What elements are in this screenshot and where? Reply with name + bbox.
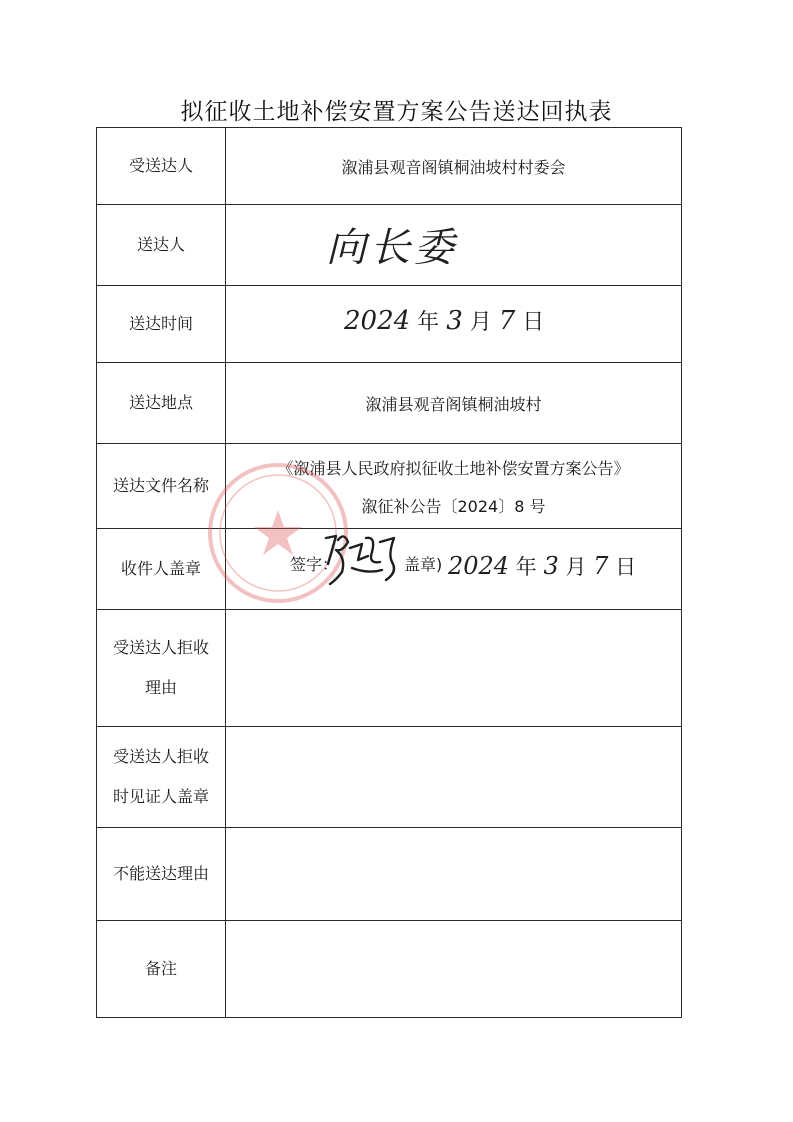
remarks-value bbox=[226, 921, 682, 1018]
delivery-month-unit: 月 bbox=[469, 310, 492, 335]
refusal-reason-label-line1: 受送达人拒收 bbox=[112, 638, 209, 657]
row-place bbox=[97, 363, 682, 444]
row-document bbox=[97, 444, 682, 529]
refusal-reason-value bbox=[226, 610, 682, 727]
document-value-cell bbox=[226, 444, 682, 529]
refusal-witness-label bbox=[97, 727, 226, 828]
sign-prefix-text: 签字： bbox=[290, 555, 339, 574]
recipient-value: 溆浦县观音阁镇桐油坡村村委会 bbox=[226, 128, 682, 205]
delivery-date bbox=[344, 305, 544, 336]
recipient-label: 受送达人 bbox=[97, 128, 226, 205]
unable-reason-value bbox=[226, 828, 682, 921]
delivery-day: 7 bbox=[498, 306, 516, 336]
refusal-witness-label-line2: 时见证人盖章 bbox=[112, 787, 209, 806]
row-refusal-reason bbox=[97, 610, 682, 727]
handwritten-signature-icon bbox=[322, 528, 404, 592]
place-value: 溆浦县观音阁镇桐油坡村 bbox=[226, 363, 682, 444]
refusal-reason-label bbox=[97, 610, 226, 727]
receiver-year-unit: 年 bbox=[515, 555, 537, 579]
receiver-day-unit: 日 bbox=[615, 555, 637, 579]
form-title: 拟征收土地补偿安置方案公告送达回执表 bbox=[180, 99, 613, 125]
document-number: 溆征补公告〔2024〕8 号 bbox=[361, 497, 546, 516]
delivery-year-unit: 年 bbox=[417, 310, 440, 335]
delivery-year: 2024 bbox=[344, 306, 411, 336]
document-title: 《溆浦县人民政府拟征收土地补偿安置方案公告》 bbox=[277, 459, 630, 478]
refusal-reason-label-line2: 理由 bbox=[144, 678, 177, 697]
document-label: 送达文件名称 bbox=[97, 444, 226, 529]
receiver-day: 7 bbox=[593, 552, 609, 580]
receiver-month: 3 bbox=[543, 552, 559, 580]
row-remarks bbox=[97, 921, 682, 1018]
refusal-witness-label-line1: 受送达人拒收 bbox=[112, 747, 209, 766]
refusal-witness-value bbox=[226, 727, 682, 828]
receiver-month-unit: 月 bbox=[565, 555, 587, 579]
unable-reason-label: 不能送达理由 bbox=[97, 828, 226, 921]
row-unable-reason bbox=[97, 828, 682, 921]
row-refusal-witness bbox=[97, 727, 682, 828]
row-recipient bbox=[97, 128, 682, 205]
receiver-year: 2024 bbox=[448, 552, 510, 580]
delivery-month: 3 bbox=[446, 306, 463, 336]
receiver-seal-label: 收件人盖章 bbox=[97, 529, 226, 610]
server-signature: 向长委 bbox=[326, 225, 458, 271]
server-label: 送达人 bbox=[97, 205, 226, 286]
receiver-date bbox=[448, 551, 636, 581]
place-label: 送达地点 bbox=[97, 363, 226, 444]
remarks-label: 备注 bbox=[97, 921, 226, 1018]
delivery-day-unit: 日 bbox=[522, 310, 545, 335]
time-label: 送达时间 bbox=[97, 286, 226, 363]
receiver-seal-text: 盖章) bbox=[404, 555, 443, 574]
